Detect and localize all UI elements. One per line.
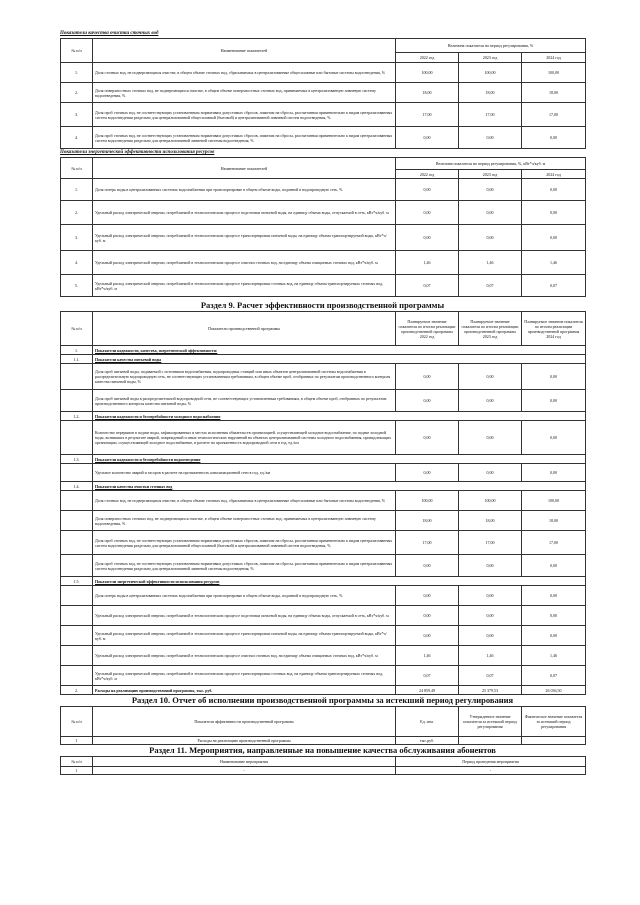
row-num: 3. (61, 103, 93, 127)
t1-h-group: Величина показателя на период регулирования, % (396, 39, 586, 53)
row-name: Доля проб питьевой воды, подаваемой с источников водоснабжения, водопроводных станций или иных объектов централизованной системы водоснабжения в распределительную водопроводную сеть, не соответствующих установленным требованиям, в общем объеме проб, отобранных по результатам производственного контроля качества питьевой воды, % (93, 364, 396, 390)
t1-caption: Показатели качества очистки сточных вод (60, 31, 159, 36)
table-row (61, 390, 586, 412)
t2-h-year: 2023 год (459, 170, 522, 179)
row-value: 0,00 (396, 127, 459, 149)
row-num: 1.5. (61, 577, 93, 586)
row-value: 0,00 (522, 626, 586, 646)
row-num: 1.2. (61, 412, 93, 421)
row-value: 0,07 (459, 666, 522, 686)
row-value: 17,00 (459, 103, 522, 127)
row-num: 1. (61, 179, 93, 201)
row-num (61, 646, 93, 666)
row-value: 17,00 (459, 531, 522, 555)
row-value: 0,00 (459, 201, 522, 225)
row-num: 1.3. (61, 455, 93, 464)
row-value: 1,46 (396, 251, 459, 275)
table-row (61, 626, 586, 646)
row-name: Удельный расход электрической энергии, потребляемой в технологическом процессе транспортировки питьевой воды, на единицу объема транспортируемой воды, кВт*ч/куб. м (93, 225, 396, 251)
row-value: 100,00 (396, 63, 459, 83)
summary-row (61, 686, 586, 695)
table-row (61, 586, 586, 606)
t2-h-year: 2022 год (396, 170, 459, 179)
row-num: 5. (61, 275, 93, 297)
row-name: - (93, 767, 396, 775)
row-value: 26 036,50 (522, 686, 586, 695)
t2-h-num: № п/п (61, 158, 93, 179)
table-row (61, 666, 586, 686)
row-value: 0,00 (396, 464, 459, 482)
t1-h-name: Наименование показателей (93, 39, 396, 63)
row-num (61, 464, 93, 482)
row-num: 1.4. (61, 482, 93, 491)
row-period: - (396, 767, 586, 775)
s10-h-fact: Фактическое значение показателя за истекший период регулирования (522, 707, 586, 737)
row-name: Доля проб сточных вод, не соответствующих установленным нормативам допустимых сбросов, лимитам на сбросы, рассчитанная применительно к видам централизованных систем водоотведения раздельно для централизованной ливневой системы водоотведения, % (93, 127, 396, 149)
row-value: 100,00 (396, 491, 459, 511)
group-row (61, 346, 586, 355)
row-value: 18,00 (522, 511, 586, 531)
t1-h-year: 2024 год (522, 53, 586, 63)
row-value: 0,07 (459, 275, 522, 297)
row-num: 4. (61, 127, 93, 149)
row-name: Удельный расход электрической энергии, потребляемой в технологическом процессе очистки сточных вод, на единицу объема очищаемых сточных вод, кВт*ч/куб. м (93, 646, 396, 666)
table-row (61, 646, 586, 666)
t1-h-year: 2023 год (459, 53, 522, 63)
row-value: 18,00 (396, 511, 459, 531)
s10-h-plan: Утвержденное значение показателя за истекший период регулирования (459, 707, 522, 737)
s9-h-col: Планируемое значение показателя по итогам реализации производственной программы 2022 год (396, 312, 459, 346)
row-value: 18,00 (396, 83, 459, 103)
group-row (61, 577, 586, 586)
document-page (60, 30, 585, 775)
row-value: 0,07 (396, 666, 459, 686)
table-row (61, 225, 586, 251)
row-value: 0,00 (522, 464, 586, 482)
row-value: 17,00 (396, 531, 459, 555)
table-row (61, 767, 586, 775)
s10-table (60, 706, 586, 745)
row-value: 1,46 (459, 251, 522, 275)
s9-h-col: Планируемое значение показателя по итогам реализации производственной программы 2023 год (459, 312, 522, 346)
s9-table (60, 311, 586, 695)
row-num (61, 666, 93, 686)
table-row (61, 555, 586, 577)
section-10-title: Раздел 10. Отчет об исполнении производственной программы за истекший период регулирования (131, 695, 514, 705)
table-row (61, 511, 586, 531)
row-num (61, 626, 93, 646)
row-value: 100,00 (522, 63, 586, 83)
row-value: 0,00 (396, 364, 459, 390)
row-value: 0,07 (522, 666, 586, 686)
row-num (61, 390, 93, 412)
row-value: 0,00 (396, 201, 459, 225)
table-row (61, 421, 586, 455)
row-name: Доля потерь воды в централизованных системах водоснабжения при транспортировке в общем объеме воды, поданной в водопроводную сеть, % (93, 179, 396, 201)
row-fact (522, 737, 586, 745)
s9-h-name: Показатели производственной программы (93, 312, 396, 346)
group-row (61, 412, 586, 421)
row-value: 1,46 (459, 646, 522, 666)
row-value: 0,07 (396, 275, 459, 297)
row-num (61, 364, 93, 390)
row-unit: тыс.руб. (396, 737, 459, 745)
section-9-title: Раздел 9. Расчет эффективности производственной программы (200, 300, 445, 310)
row-name: Доля поверхностных сточных вод, не подвергающихся очистке, в общем объеме поверхностных сточных вод, принимаемых в централизованную ливневую систему водоотведения, % (93, 83, 396, 103)
row-name: Удельный расход электрической энергии, потребляемой в технологическом процессе транспортировки сточных вод, на единицу объема транспортируемых сточных вод, кВт*ч/куб. м (93, 666, 396, 686)
row-num: 1. (61, 346, 93, 355)
row-num: 3. (61, 225, 93, 251)
section-11-title: Раздел 11. Мероприятия, направленные на повышение качества обслуживания абонентов (149, 745, 496, 755)
row-num (61, 491, 93, 511)
row-value: 0,00 (396, 626, 459, 646)
table-row (61, 364, 586, 390)
row-value: 18,00 (459, 511, 522, 531)
s11-h-period: Период проведения мероприятия (396, 757, 586, 767)
row-value: 0,00 (396, 179, 459, 201)
row-value: 0,00 (459, 364, 522, 390)
row-num: 1.1. (61, 355, 93, 364)
row-value: 1,46 (522, 646, 586, 666)
table-row (61, 275, 586, 297)
t2-h-year: 2024 год (522, 170, 586, 179)
row-value: 0,00 (459, 421, 522, 455)
row-value: 24 859,49 (396, 686, 459, 695)
group-title: Показатели качества питьевой воды (93, 355, 586, 364)
table-row (61, 606, 586, 626)
row-name: Расходы на реализацию производственной программы (93, 737, 396, 745)
row-value: 0,00 (396, 390, 459, 412)
row-value: 1,46 (522, 251, 586, 275)
row-name: Доля потерь воды в централизованных системах водоснабжения при транспортировке в общем объеме воды, поданной в водопроводную сеть, % (93, 586, 396, 606)
row-value: 0,00 (396, 586, 459, 606)
row-name: Доля проб сточных вод, не соответствующих установленным нормативам допустимых сбросов, лимитам на сбросы, рассчитанная применительно к видам централизованных систем водоотведения раздельно для централизованной общесплавной (бытовой) и централизованной ливневой систем водоотведения, % (93, 531, 396, 555)
row-value: 25 379,53 (459, 686, 522, 695)
row-value: 0,00 (459, 179, 522, 201)
row-value: 0,00 (459, 225, 522, 251)
t1-h-num: № п/п (61, 39, 93, 63)
table-row (61, 63, 586, 83)
row-num: 1. (61, 63, 93, 83)
group-title: Показатели надежности и бесперебойности холодного водоснабжения (93, 412, 586, 421)
table-row (61, 737, 586, 745)
table-row (61, 491, 586, 511)
row-value: 0,00 (396, 555, 459, 577)
row-value: 0,00 (522, 421, 586, 455)
row-value: 0,00 (396, 606, 459, 626)
row-value: 0,00 (522, 127, 586, 149)
row-value: 17,00 (522, 103, 586, 127)
row-value: 0,00 (459, 626, 522, 646)
row-num: 2. (61, 201, 93, 225)
table-row (61, 464, 586, 482)
row-value: 100,00 (459, 491, 522, 511)
table-row (61, 531, 586, 555)
t2-h-name: Наименование показателей (93, 158, 396, 179)
row-name: Удельный расход электрической энергии, потребляемой в технологическом процессе подготовки питьевой воды, на единицу объема воды, отпускаемой в сеть, кВт*ч/куб. м (93, 606, 396, 626)
row-value: 17,00 (396, 103, 459, 127)
row-name: Удельный расход электрической энергии, потребляемой в технологическом процессе подготовки питьевой воды, на единицу объема воды, отпускаемой в сеть, кВт*ч/куб. м (93, 201, 396, 225)
row-value: 0,00 (459, 464, 522, 482)
row-value: 100,00 (522, 491, 586, 511)
group-title: Показатели надежности и бесперебойности водоотведения (93, 455, 586, 464)
table-row (61, 251, 586, 275)
row-name: Доля сточных вод, не подвергающихся очистке, в общем объеме сточных вод, сбрасываемых в централизованные общесплавные или бытовые системы водоотведения, % (93, 491, 396, 511)
row-value: 0,00 (522, 225, 586, 251)
row-value: 0,07 (522, 275, 586, 297)
row-value: 0,00 (459, 127, 522, 149)
row-value: 0,00 (459, 606, 522, 626)
row-value: 17,00 (522, 531, 586, 555)
table-row (61, 179, 586, 201)
row-value: 0,00 (396, 421, 459, 455)
row-value: 0,00 (522, 390, 586, 412)
group-title: Показатели качества очистки сточных вод (93, 482, 586, 491)
row-plan (459, 737, 522, 745)
row-value: 0,00 (459, 586, 522, 606)
row-value: 0,00 (522, 555, 586, 577)
row-num (61, 555, 93, 577)
row-value: 18,00 (522, 83, 586, 103)
row-name: Удельный расход электрической энергии, потребляемой в технологическом процессе транспортировки сточных вод, на единицу объема транспортируемых сточных вод, кВт*ч/куб. м (93, 275, 396, 297)
row-value: 0,00 (522, 364, 586, 390)
t2-caption: Показатели энергетической эффективности использования ресурсов (60, 150, 215, 155)
row-value: 18,00 (459, 83, 522, 103)
row-name: Количество перерывов в подаче воды, зафиксированных в местах исполнения обязательств организацией, осуществляющей холодное водоснабжение, по подаче холодной воды, возникших в результате аварий, повреждений и иных технологических нарушений на объектах централизованной системы холодного водоснабжения, принадлежащих организации, осуществляющей холодное водоснабжение, в расчете на протяженность водопроводной сети в год, ед./км (93, 421, 396, 455)
row-value: 0,00 (522, 179, 586, 201)
s9-h-col: Планируемое значение показателя по итогам реализации производственной программы 2024 год (522, 312, 586, 346)
t1-h-year: 2022 год (396, 53, 459, 63)
row-name: Доля проб питьевой воды в распределительной водопроводной сети, не соответствующих установленным требованиям, в общем объеме проб, отобранных по результатам производственного контроля качества питьевой воды, % (93, 390, 396, 412)
row-name: Удельный расход электрической энергии, потребляемой в технологическом процессе транспортировки питьевой воды, на единицу объема транспортируемой воды, кВт*ч/куб. м (93, 626, 396, 646)
row-num: 2. (61, 686, 93, 695)
group-row (61, 455, 586, 464)
s11-table (60, 756, 586, 775)
row-name: Доля сточных вод, не подвергающихся очистке, в общем объеме сточных вод, сбрасываемых в централизованные общесплавные или бытовые системы водоотведения, % (93, 63, 396, 83)
row-num (61, 421, 93, 455)
s10-h-num: № п/п (61, 707, 93, 737)
t2-table (60, 157, 586, 297)
row-num (61, 511, 93, 531)
table-row (61, 103, 586, 127)
row-name: Удельный расход электрической энергии, потребляемой в технологическом процессе очистки сточных вод, на единицу объема очищаемых сточных вод, кВт*ч/куб. м (93, 251, 396, 275)
row-num (61, 531, 93, 555)
row-num: 4. (61, 251, 93, 275)
row-num: 1 (61, 737, 93, 745)
group-title: Показатели энергетической эффективности использования ресурсов (93, 577, 586, 586)
t2-h-group: Величина показателя на период регулирования, %, кВт*ч/куб. м (396, 158, 586, 170)
t1-table (60, 38, 586, 149)
table-row (61, 201, 586, 225)
group-row (61, 355, 586, 364)
row-name: Доля проб сточных вод, не соответствующих установленным нормативам допустимых сбросов, лимитам на сбросы, рассчитанная применительно к видам централизованных систем водоотведения раздельно для централизованной ливневой системы водоотведения, % (93, 555, 396, 577)
row-name: Расходы на реализацию производственной программы, тыс. руб. (93, 686, 396, 695)
row-value: 100,00 (459, 63, 522, 83)
row-value: 0,00 (396, 225, 459, 251)
group-row (61, 482, 586, 491)
s9-h-num: № п/п (61, 312, 93, 346)
row-value: 0,00 (459, 390, 522, 412)
row-num: 1 (61, 767, 93, 775)
row-num (61, 586, 93, 606)
row-num (61, 606, 93, 626)
s11-h-name: Наименование мероприятия (93, 757, 396, 767)
row-name: Доля проб сточных вод, не соответствующих установленным нормативам допустимых сбросов, лимитам на сбросы, рассчитанная применительно к видам централизованных систем водоотведения раздельно для централизованной общесплавной (бытовой) и централизованной ливневой систем водоотведения, % (93, 103, 396, 127)
row-value: 0,00 (522, 606, 586, 626)
row-name: Доля поверхностных сточных вод, не подвергающихся очистке, в общем объеме поверхностных сточных вод, принимаемых в централизованную ливневую систему водоотведения, % (93, 511, 396, 531)
row-num: 2. (61, 83, 93, 103)
table-row (61, 83, 586, 103)
row-value: 0,00 (459, 555, 522, 577)
s10-h-name: Показатели эффективности производственной программы (93, 707, 396, 737)
row-value: 1,46 (396, 646, 459, 666)
s11-h-num: № п/п (61, 757, 93, 767)
table-row (61, 127, 586, 149)
row-value: 0,00 (522, 201, 586, 225)
s10-h-unit: Ед. изм. (396, 707, 459, 737)
row-value: 0,00 (522, 586, 586, 606)
row-name: Удельное количество аварий и засоров в расчете на протяженность канализационной сети в год, ед./км (93, 464, 396, 482)
group-title: Показатели надежности, качества, энергетической эффективности: (93, 346, 586, 355)
